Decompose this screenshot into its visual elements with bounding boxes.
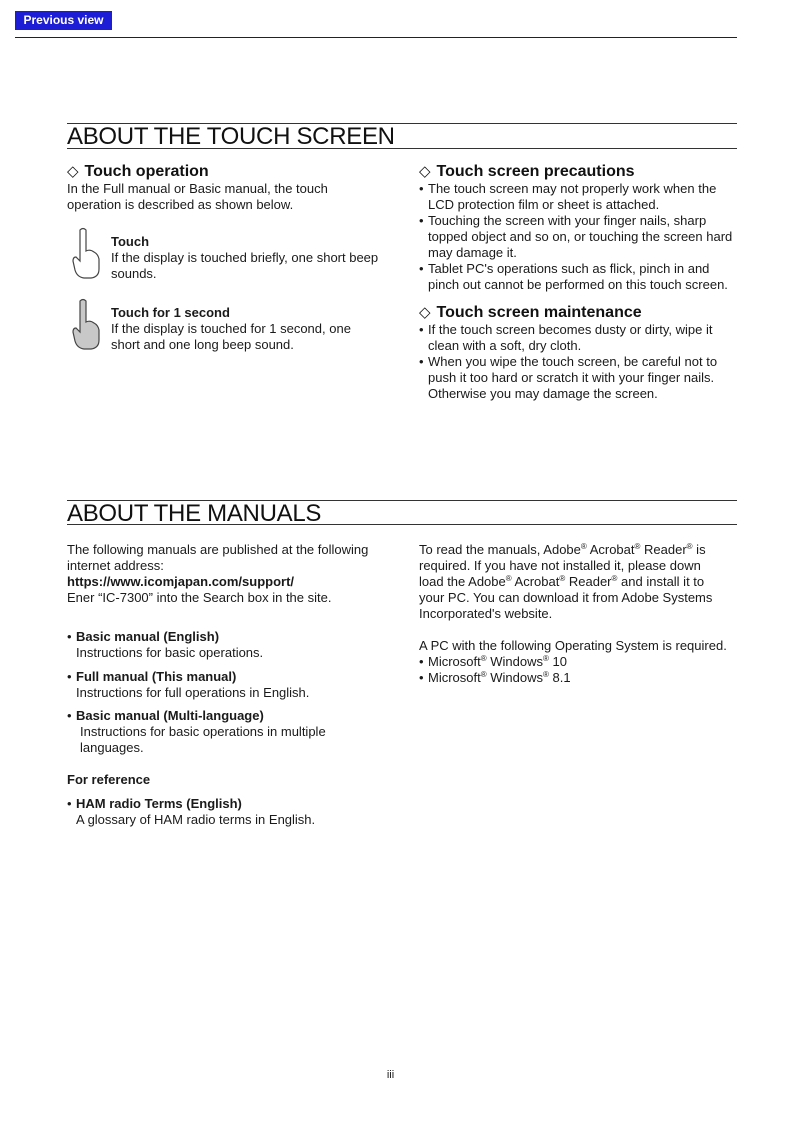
manual-name: • Full manual (This manual)	[76, 669, 237, 684]
diamond-icon: ◇	[67, 163, 79, 180]
manual-desc: Instructions for basic operations.	[76, 645, 264, 660]
touch-operation-heading: ◇ Touch operation	[67, 163, 209, 180]
precautions-list	[419, 181, 739, 293]
precautions-heading: ◇ Touch screen precautions	[419, 163, 635, 180]
list-item	[67, 796, 367, 828]
maintenance-heading: ◇ Touch screen maintenance	[419, 304, 642, 321]
manual-name: • Basic manual (Multi-language)	[76, 708, 264, 723]
section-rule-bottom	[67, 148, 737, 149]
manual-desc: Instructions for basic operations in multiple languages.	[80, 724, 326, 755]
reference-heading: For reference	[67, 772, 151, 787]
touch-1s-label: Touch for 1 second	[111, 305, 230, 320]
touch-1s-desc: If the display is touched for 1 second, one short and one long beep sound.	[111, 321, 351, 352]
reference-name: • HAM radio Terms (English)	[76, 796, 242, 811]
list-item: • Touching the screen with your finger nails, sharp topped object and so on, or touching the screen hard may damage it.	[419, 213, 739, 261]
manual-name: • Basic manual (English)	[76, 629, 220, 644]
list-item: • Microsoft® Windows® 8.1	[419, 670, 719, 686]
page-number: iii	[386, 1069, 395, 1081]
manual-desc: Instructions for full operations in English.	[76, 685, 310, 700]
support-url-link[interactable]: https://www.icomjapan.com/support/	[67, 574, 295, 589]
diamond-icon: ◇	[419, 304, 431, 321]
list-item	[67, 669, 367, 701]
os-list	[419, 654, 719, 686]
header-rule	[15, 37, 737, 38]
os-requirement: A PC with the following Operating System is required.	[419, 638, 727, 653]
list-item: • The touch screen may not properly work when the LCD protection film or sheet is attached.	[419, 181, 739, 213]
touch-desc: If the display is touched briefly, one short beep sounds.	[111, 250, 379, 281]
section-rule-bottom	[67, 524, 737, 525]
hand-touch-icon	[72, 227, 102, 279]
touch-label: Touch	[111, 234, 150, 249]
touch-operation-intro: In the Full manual or Basic manual, the touch operation is described as shown below.	[67, 181, 328, 212]
manuals-intro: The following manuals are published at the following internet address:	[67, 542, 369, 573]
reference-desc: A glossary of HAM radio terms in English.	[76, 812, 316, 827]
list-item: • When you wipe the touch screen, be careful not to push it too hard or scratch it with your finger nails. Otherwise you may damage the screen.	[419, 354, 731, 402]
section-title-manuals: ABOUT THE MANUALS	[67, 500, 322, 527]
maintenance-list	[419, 322, 731, 402]
list-item	[67, 708, 367, 756]
list-item: • Microsoft® Windows® 10	[419, 654, 719, 670]
list-item: • Tablet PC's operations such as flick, pinch in and pinch out cannot be performed on this touch screen.	[419, 261, 739, 293]
diamond-icon: ◇	[419, 163, 431, 180]
acrobat-paragraph: To read the manuals, Adobe® Acrobat® Reader® is required. If you have not installed it, please down load the Adobe® Acrobat® Reader® and install it to your PC. You can download it from Adobe Systems Incorporated's website.	[419, 542, 713, 621]
list-item	[67, 629, 367, 661]
manuals-left-column	[67, 542, 387, 606]
previous-view-button[interactable]: Previous view	[15, 11, 112, 30]
section-title-touch-screen: ABOUT THE TOUCH SCREEN	[67, 123, 395, 150]
manuals-list	[67, 629, 367, 756]
search-hint: Ener “IC-7300” into the Search box in the site.	[67, 590, 332, 605]
hand-touch-hold-icon	[72, 298, 102, 350]
list-item: • If the touch screen becomes dusty or dirty, wipe it clean with a soft, dry cloth.	[419, 322, 731, 354]
reference-list	[67, 796, 367, 828]
